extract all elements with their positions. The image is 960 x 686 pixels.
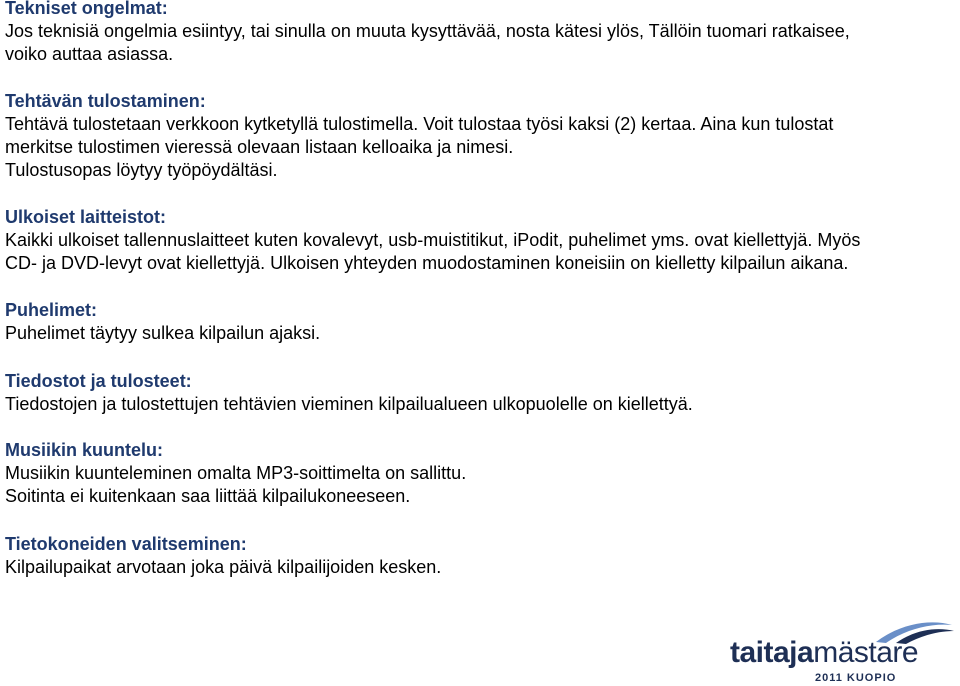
taitaja-mastare-logo	[726, 615, 956, 685]
logo-wordmark-bold: taitaja	[730, 636, 814, 669]
logo-subtitle: 2011 KUOPIO	[815, 672, 897, 684]
section-tiedostot-ja-tulosteet	[5, 370, 957, 416]
section-heading: Tiedostot ja tulosteet:	[5, 371, 192, 391]
logo-wordmark-light: mästare	[813, 636, 919, 669]
section-line: Tehtävä tulostetaan verkkoon kytketyllä tulostimella. Voit tulostaa työsi kaksi (2) kertaa. Aina kun tulostat	[5, 114, 834, 134]
section-line: voiko auttaa asiassa.	[5, 44, 174, 64]
section-ulkoiset-laitteistot	[5, 206, 957, 275]
section-heading: Musiikin kuuntelu:	[5, 440, 164, 460]
section-heading: Tehtävän tulostaminen:	[5, 91, 206, 111]
section-heading: Tietokoneiden valitseminen:	[5, 534, 247, 554]
section-line: Puhelimet täytyy sulkea kilpailun ajaksi.	[5, 323, 321, 343]
section-line: Kilpailupaikat arvotaan joka päivä kilpailijoiden kesken.	[5, 557, 442, 577]
section-line: Jos teknisiä ongelmia esiintyy, tai sinulla on muuta kysyttävää, nosta kätesi ylös, Tällöin tuomari ratkaisee,	[5, 21, 850, 41]
section-heading: Tekniset ongelmat:	[5, 0, 168, 18]
section-heading: Puhelimet:	[5, 300, 98, 320]
section-line: Tulostusopas löytyy työpöydältäsi.	[5, 160, 278, 180]
section-line: CD- ja DVD-levyt ovat kiellettyjä. Ulkoisen yhteyden muodostaminen koneisiin on kielletty kilpailun aikana.	[5, 253, 849, 273]
section-tekniset-ongelmat	[5, 0, 957, 66]
section-line: Kaikki ulkoiset tallennuslaitteet kuten kovalevyt, usb-muistitikut, iPodit, puhelimet yms. ovat kiellettyjä. Myös	[5, 230, 861, 250]
logo-wordmark	[730, 638, 918, 668]
section-puhelimet	[5, 299, 957, 345]
section-line: Musiikin kuunteleminen omalta MP3-soittimelta on sallittu.	[5, 463, 467, 483]
section-heading: Ulkoiset laitteistot:	[5, 207, 167, 227]
section-line: Tiedostojen ja tulostettujen tehtävien vieminen kilpailualueen ulkopuolelle on kiellettyä.	[5, 394, 693, 414]
section-line: Soitinta ei kuitenkaan saa liittää kilpailukoneeseen.	[5, 486, 411, 506]
section-line: merkitse tulostimen vieressä olevaan listaan kelloaika ja nimesi.	[5, 137, 514, 157]
section-tehtavan-tulostaminen	[5, 90, 957, 182]
section-tietokoneiden-valitseminen	[5, 533, 957, 579]
section-musiikin-kuuntelu	[5, 439, 957, 508]
